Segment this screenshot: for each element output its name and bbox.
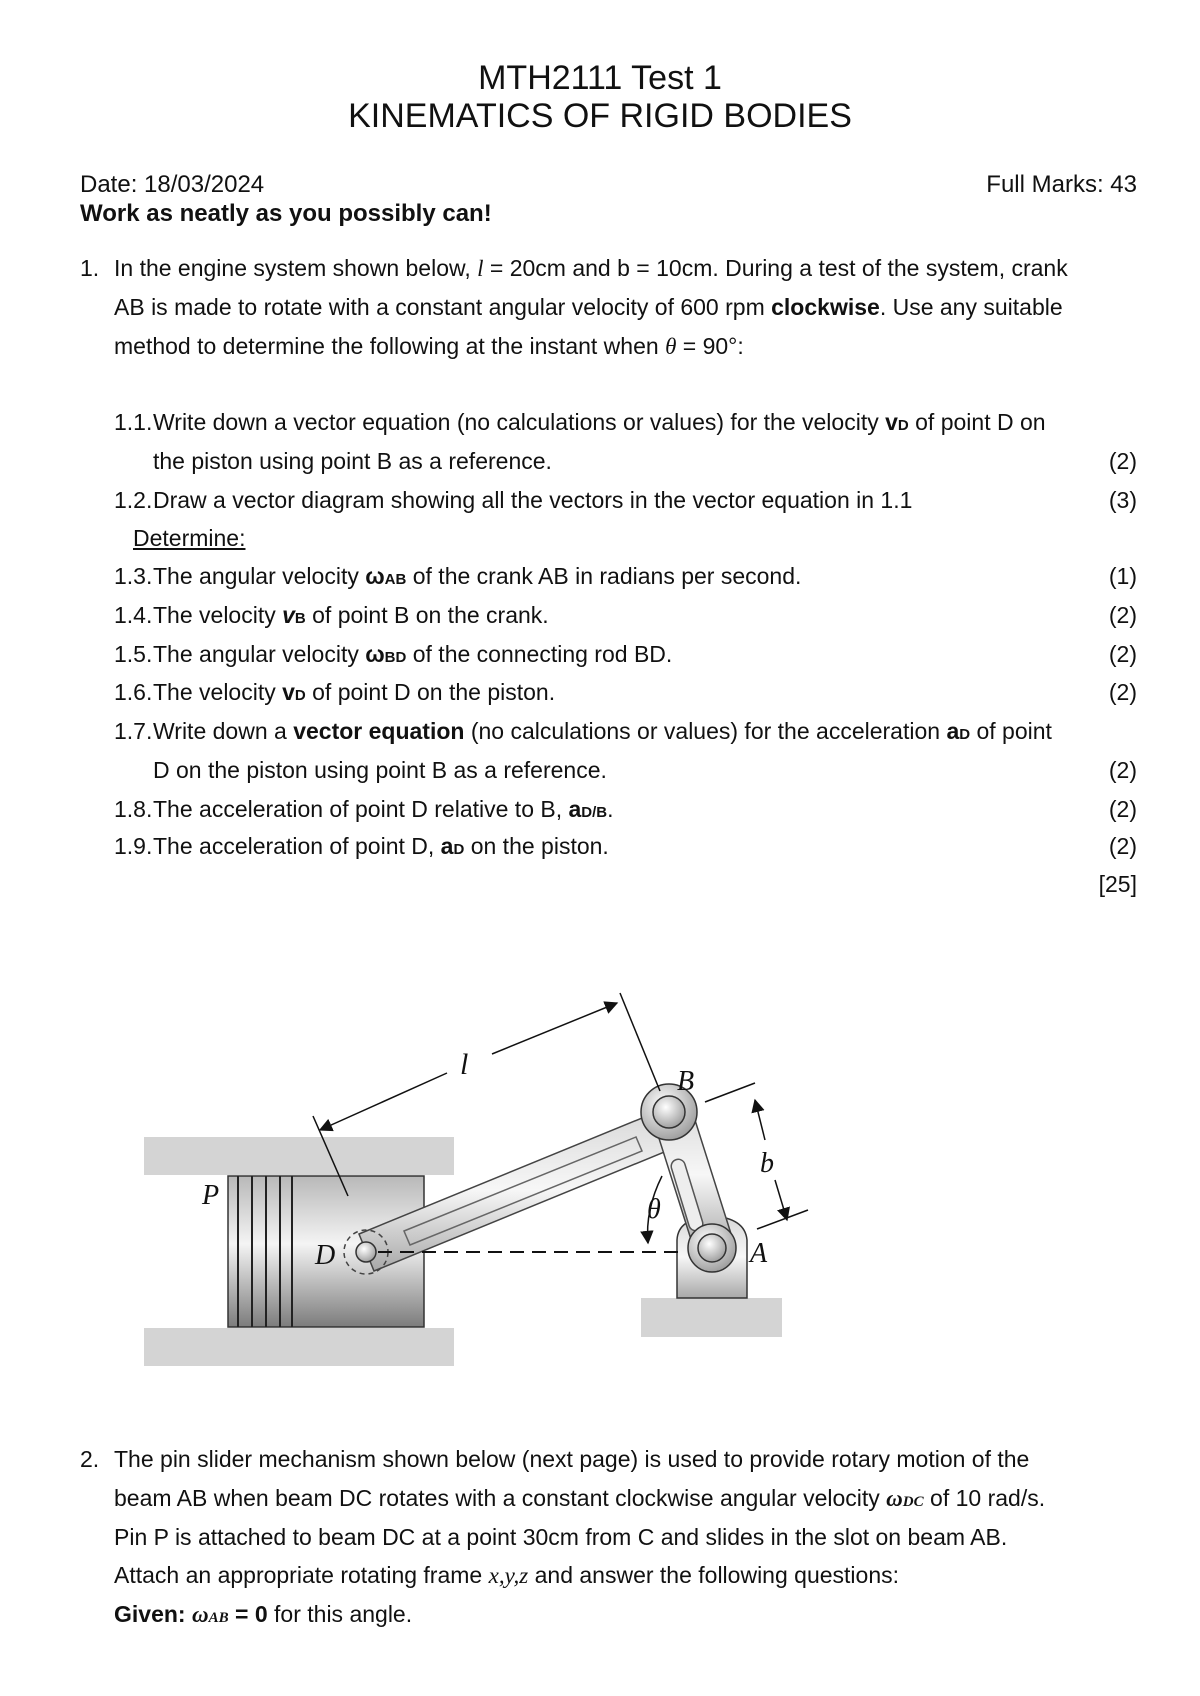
sub-question-number: 1.2. <box>114 487 153 513</box>
ground <box>641 1298 782 1337</box>
q1-intro-line2: AB is made to rotate with a constant angular velocity of 600 rpm clockwise. Use any suitable <box>114 294 1063 320</box>
label-d: D <box>315 1240 336 1271</box>
sub-question-1-1-continued: the piston using point B as a reference. <box>153 448 552 474</box>
test-subtitle: KINEMATICS OF RIGID BODIES <box>348 97 852 135</box>
q2-given: Given: ωAB = 0 for this angle. <box>114 1601 413 1627</box>
sub-question-1-7: Write down a vector equation (no calculations or values) for the acceleration aD of point <box>153 718 1052 744</box>
cylinder-top-wall <box>144 1137 454 1175</box>
sub-question-number: 1.6. <box>114 679 153 705</box>
label-b-dimension: b <box>760 1148 774 1179</box>
label-b-point: B <box>677 1066 695 1097</box>
marks: (2) <box>1108 796 1137 822</box>
sub-question-1-5: The angular velocity ωBD of the connecting rod BD. <box>153 641 673 667</box>
marks: (3) <box>1108 487 1137 513</box>
q2-line4: Attach an appropriate rotating frame x,y,z and answer the following questions: <box>114 1562 900 1588</box>
sub-question-1-4: The velocity vB of point B on the crank. <box>153 602 549 628</box>
cylinder-bottom-wall <box>144 1328 454 1366</box>
sub-question-number: 1.8. <box>114 796 153 822</box>
sub-question-number: 1.5. <box>114 641 153 667</box>
marks: (2) <box>1108 641 1137 667</box>
sub-question-1-8: The acceleration of point D relative to B, aD/B. <box>153 796 614 822</box>
sub-question-1-6: The velocity vD of point D on the piston. <box>153 679 556 705</box>
marks: (2) <box>1108 448 1137 474</box>
marks: (2) <box>1108 757 1137 783</box>
question-number: 2. <box>80 1446 100 1472</box>
test-title: MTH2111 Test 1 <box>478 59 722 97</box>
marks: (1) <box>1108 563 1137 589</box>
sub-question-number: 1.3. <box>114 563 153 589</box>
q2-line1: The pin slider mechanism shown below (next page) is used to provide rotary motion of the <box>114 1446 1030 1472</box>
sub-question-number: 1.4. <box>114 602 153 628</box>
instruction: Work as neatly as you possibly can! <box>80 200 492 227</box>
label-p: P <box>202 1180 220 1211</box>
marks: (2) <box>1108 679 1137 705</box>
marks: (2) <box>1108 602 1137 628</box>
sub-question-1-7-continued: D on the piston using point B as a reference. <box>153 757 607 783</box>
q2-line3: Pin P is attached to beam DC at a point 30cm from C and slides in the slot on beam AB. <box>114 1524 1008 1550</box>
sub-question-1-9: The acceleration of point D, aD on the piston. <box>153 833 609 859</box>
q1-intro-line1: In the engine system shown below, l = 20cm and b = 10cm. During a test of the system, crank <box>114 255 1068 281</box>
determine-heading: Determine: <box>133 525 246 551</box>
marks: (2) <box>1108 833 1137 859</box>
q2-line2: beam AB when beam DC rotates with a constant clockwise angular velocity ωDC of 10 rad/s. <box>114 1485 1046 1511</box>
sub-question-number: 1.7. <box>114 718 153 744</box>
sub-question-1-3: The angular velocity ωAB of the crank AB in radians per second. <box>153 563 802 589</box>
label-a: A <box>750 1238 768 1269</box>
sub-question-number: 1.9. <box>114 833 153 859</box>
total-marks: [25] <box>1098 871 1137 897</box>
question-number: 1. <box>80 255 100 281</box>
label-theta: θ <box>647 1194 661 1225</box>
label-l: l <box>460 1048 469 1081</box>
sub-question-number: 1.1. <box>114 409 153 435</box>
q1-intro-line3: method to determine the following at the instant when θ = 90°: <box>114 333 744 359</box>
pin-d <box>356 1242 376 1262</box>
test-date: Date: 18/03/2024 <box>80 171 265 198</box>
sub-question-1-2: Draw a vector diagram showing all the vectors in the vector equation in 1.1 <box>153 487 913 513</box>
full-marks: Full Marks: 43 <box>986 171 1137 198</box>
sub-question-1-1: Write down a vector equation (no calculations or values) for the velocity vD of point D on <box>153 409 1046 435</box>
pin-a <box>688 1224 736 1272</box>
